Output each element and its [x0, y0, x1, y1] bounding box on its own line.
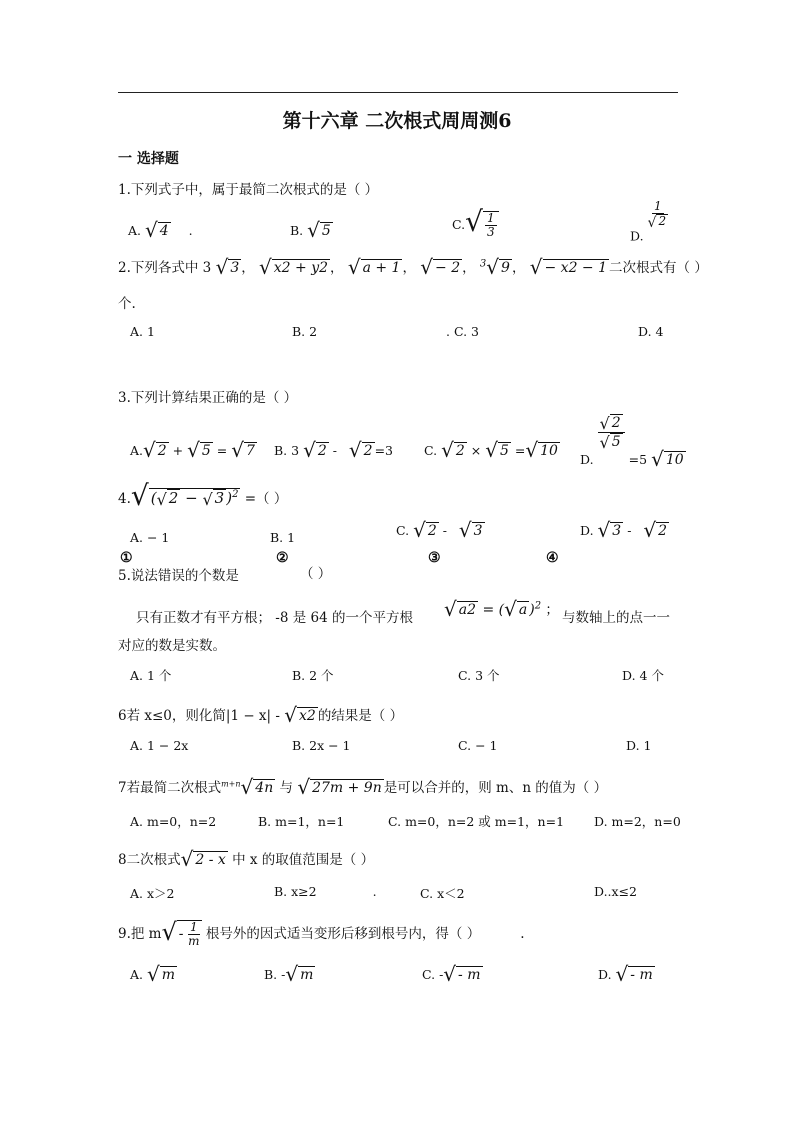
q5-option-d: D. 4 个 — [622, 668, 664, 683]
q9-option-c: C. -√ - m — [422, 962, 481, 986]
q8-option-d: D..x≤2 — [594, 884, 637, 899]
q1-option-c: C.√ $\frac{1}{3}$ — [452, 208, 499, 239]
q5-paren: （ ） — [300, 566, 332, 582]
header-rule — [118, 92, 678, 93]
q3-option-d: D. $\frac{√ 2}{√ 5}$ =5 √ 10 — [580, 414, 684, 471]
q6-option-a: A. 1 − 2x — [130, 738, 189, 753]
q1-option-b: B. √ 5 — [290, 218, 331, 242]
q5-option-a: A. 1 个 — [130, 668, 172, 683]
q3-option-c: C. √ 2 × √ 5 =√ 10 — [424, 438, 558, 462]
page-title: 第十六章 二次根式周周测6 — [282, 110, 512, 132]
q1-option-a: A. √ 4 . — [128, 218, 193, 242]
q6-option-c: C. − 1 — [458, 738, 498, 753]
q5-statement-4: 与数轴上的点一一 — [562, 610, 670, 626]
q6-stem: 6若 x≤0，则化简|1 − x| - √ x2 的结果是（ ） — [118, 703, 404, 727]
q4-option-a: A. − 1 — [130, 530, 170, 545]
q7-option-b: B. m=1，n=1 — [258, 814, 345, 829]
q8-option-b: B. x≥2 . — [274, 884, 377, 899]
q9-stem: 9.把 m√ - $\frac{1}{m}$ 根号外的因式适当变形后移到根号内，得（ ） . — [118, 918, 525, 948]
q4-option-d: D. √ 3 - √ 2 — [580, 518, 668, 542]
q2-stem-line2: 个. — [118, 296, 136, 312]
q4-stem: 4.√ (√ 2 − √ 3 )$^2$ =（ ） — [118, 479, 288, 512]
q3-stem: 3.下列计算结果正确的是（ ） — [118, 390, 298, 406]
q9-option-d: D. √ - m — [598, 962, 653, 986]
q3-option-b: B. 3 √ 2 - √ 2 =3 — [274, 438, 393, 462]
q8-option-c: C. x＜2 — [420, 886, 465, 901]
q7-option-c: C. m=0，n=2 或 m=1，n=1 — [388, 814, 565, 829]
q9-option-a: A. √ m — [130, 962, 176, 986]
q5-marker-4: ④ — [546, 550, 559, 566]
q8-stem: 8二次根式√ 2 - x 中 x 的取值范围是（ ） — [118, 847, 375, 871]
q2-option-d: D. 4 — [638, 324, 664, 339]
q5-stem: 5.说法错误的个数是 — [118, 568, 239, 584]
q5-option-b: B. 2 个 — [292, 668, 334, 683]
section-heading: 一 选择题 — [118, 151, 179, 167]
q5-marker-1: ① — [120, 550, 133, 566]
q7-stem: 7若最简二次根式$^{m+n}$√ 4n 与 √ 27m + 9n 是可以合并的，则 m、n 的值为（ ） — [118, 775, 608, 799]
q6-option-d: D. 1 — [626, 738, 652, 753]
q2-option-c: . C. 3 — [446, 324, 479, 339]
q4-option-c: C. √ 2 - √ 3 — [396, 518, 483, 542]
q5-statement-4-cont: 对应的数是实数。 — [118, 638, 226, 654]
q8-option-a: A. x＞2 — [130, 886, 175, 901]
q5-statements: 只有正数才有平方根； -8 是 64 的一个平方根 — [136, 610, 413, 626]
q2-stem: 2.下列各式中 3 √ 3 ， √ x2 + y2 ， √ a + 1 ， √ − 2 ， $^3$√ 9 ， √ − x2 − 1 二次根式有（ ） — [118, 255, 708, 279]
q5-marker-2: ② — [276, 550, 289, 566]
q2-option-a: A. 1 — [130, 324, 155, 339]
q9-option-b: B. -√ m — [264, 962, 314, 986]
q1-stem: 1.下列式子中，属于最简二次根式的是（ ） — [118, 182, 379, 198]
q4-option-b: B. 1 — [270, 530, 296, 545]
q3-option-a: A.√ 2 + √ 5 = √ 7 — [130, 438, 255, 462]
q5-marker-3: ③ — [428, 550, 441, 566]
q5-option-c: C. 3 个 — [458, 668, 500, 683]
q7-option-a: A. m=0，n=2 — [130, 814, 217, 829]
q7-option-d: D. m=2，n=0 — [594, 814, 681, 829]
q5-equation: √ a2 = (√ a )$^2$ ； — [444, 597, 559, 621]
q2-option-b: B. 2 — [292, 324, 318, 339]
q6-option-b: B. 2x − 1 — [292, 738, 351, 753]
q1-option-d: D. $\frac{1}{√ 2}$ — [630, 199, 667, 244]
